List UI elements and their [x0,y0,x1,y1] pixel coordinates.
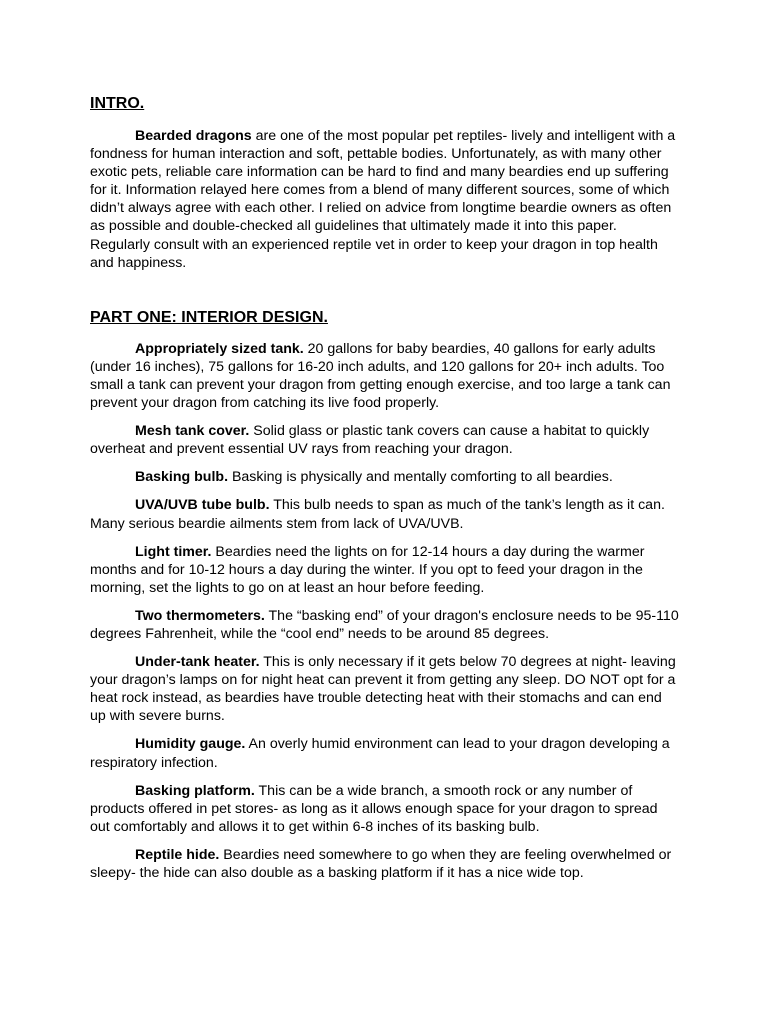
intro-heading: INTRO. [90,95,145,112]
item-lead: UVA/UVB tube bulb. [135,497,270,514]
item-lead: Two thermometers. [135,607,265,624]
item-body: Beardies need somewhere to go when they are feeling overwhelmed or sleepy- the hide can also double as a basking platform if it has a nice wide top. [90,846,672,881]
document-page [90,94,680,892]
item-lead: Mesh tank cover. [135,423,250,440]
intro-paragraph [90,127,680,272]
item-humidity-gauge [90,735,680,771]
item-lead: Appropriately sized tank. [135,340,304,357]
item-lead: Humidity gauge. [135,736,246,753]
item-lead: Basking platform. [135,782,255,799]
item-heater [90,653,680,725]
intro-body: are one of the most popular pet reptiles- lively and intelligent with a fondness for human interaction and soft, pettable bodies. Unfortunately, as with many other exotic pets, reliable care information can be hard to find and many beardies end up suffering for it. Information relayed here comes from a blend of many different sources, some of which didn’t always agree with each other. I relied on advice from longtime beardie owners as often as possible and double-checked all guidelines that ultimately made it into this paper. Regularly consult with an experienced reptile vet in order to keep your dragon in top health and happiness. [90,128,676,271]
item-body: This bulb needs to span as much of the tank’s length as it can. Many serious beardie ailments stem from lack of UVA/UVB. [90,497,665,532]
item-body: Solid glass or plastic tank covers can cause a habitat to quickly overheat and prevent essential UV rays from reaching your dragon. [90,423,650,458]
item-body: This can be a wide branch, a smooth rock or any number of products offered in pet stores- as long as it allows enough space for your dragon to spread out comfortably and allows it to get within 6-8 inches of its basking bulb. [90,782,658,835]
part-one-heading: PART ONE: INTERIOR DESIGN. [90,308,328,326]
item-lead: Basking bulb. [135,469,229,486]
item-body: 20 gallons for baby beardies, 40 gallons for early adults (under 16 inches), 75 gallons for 16-20 inch adults, and 120 gallons for 20+ inch adults. Too small a tank can prevent your dragon from getting enough exercise, and too large a tank can prevent your dragon from catching its live food properly. [90,340,671,412]
item-lead: Reptile hide. [135,846,220,863]
item-basking-platform [90,782,680,836]
item-basking-bulb [90,468,680,486]
item-thermometers [90,607,680,643]
item-tank-cover [90,422,680,458]
item-body: An overly humid environment can lead to your dragon developing a respiratory infection. [90,736,670,771]
item-body: This is only necessary if it gets below 70 degrees at night- leaving your dragon’s lamps on for night heat can prevent it from getting any sleep. DO NOT opt for a heat rock instead, as beardies have trouble detecting heat with their stomachs and can end up with severe burns. [90,654,676,725]
item-uv-bulb [90,496,680,532]
item-body: Basking is physically and mentally comforting to all beardies. [228,469,613,486]
item-reptile-hide [90,846,680,882]
item-tank [90,340,680,412]
item-body: The “basking end” of your dragon's enclosure needs to be 95-110 degrees Fahrenheit, while the “cool end” needs to be around 85 degrees. [90,607,679,642]
item-lead: Under-tank heater. [135,654,260,671]
item-lead: Light timer. [135,543,212,560]
intro-lead: Bearded dragons [135,128,252,144]
item-body: Beardies need the lights on for 12-14 hours a day during the warmer months and for 10-12 hours a day during the winter. If you opt to feed your dragon in the morning, set the lights to go on at least an hour before feeding. [90,543,645,596]
item-light-timer [90,543,680,597]
